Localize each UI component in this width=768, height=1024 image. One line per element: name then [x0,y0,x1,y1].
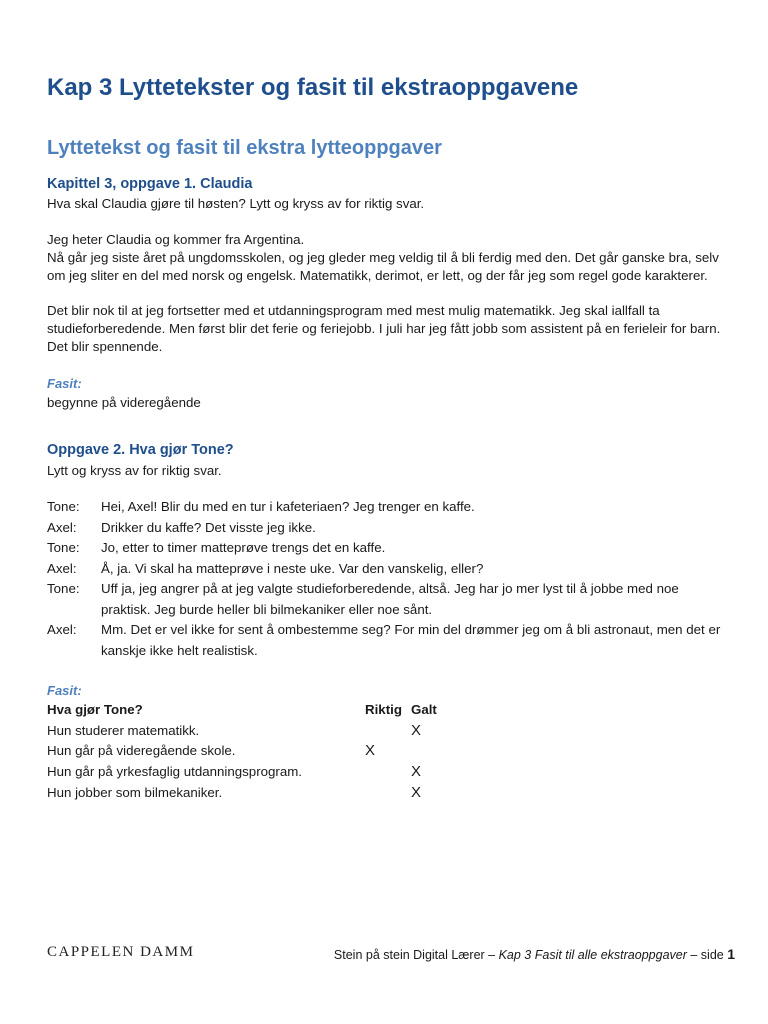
table-statement: Hun studerer matematikk. [47,722,200,738]
table-header-riktig: Riktig [365,701,402,717]
task1-fasit-answer: begynne på videregående [47,395,201,410]
answer-table [47,699,467,803]
dialog-line [47,497,737,518]
dialog-speech: Hei, Axel! Blir du med en tur i kafeteriaen? Jeg trenger en kaffe. [101,499,475,514]
dialog-line [47,518,737,539]
table-row [47,782,467,803]
dialog-line [47,579,737,620]
dialog-speech: Drikker du kaffe? Det visste jeg ikke. [101,519,316,535]
dialog-line [47,620,737,661]
task1-text-paragraph: Nå går jeg siste året på ungdomsskolen, og jeg gleder meg veldig til å bli ferdig med den. Det går ganske bra, selv om jeg sliter en del med norsk og engelsk. Matematikk, derimot, er lett, og der får jeg som regel gode karakterer. [47,250,719,283]
dialog-speech: Jo, etter to timer matteprøve trengs det en kaffe. [101,540,386,555]
footer-text [334,946,735,962]
dialog-speech: Uff ja, jeg angrer på at jeg valgte studieforberedende, altså. Jeg har jo mer lyst til å jobbe med noe praktisk. Jeg burde heller bli bilmekaniker eller noe sånt. [101,581,679,617]
dialog-speech: Mm. Det er vel ikke for sent å ombestemme seg? For min del drømmer jeg om å bli astronaut, men det er kanskje ikke helt realistisk. [101,622,721,658]
task1-heading: Kapittel 3, oppgave 1. Claudia [47,176,253,192]
table-galt-mark: X [411,721,422,739]
table-riktig-mark: X [365,742,376,760]
dialog-line [47,538,737,559]
page-number: 1 [727,946,735,962]
table-header-galt: Galt [411,701,437,717]
task2-instruction: Lytt og kryss av for riktig svar. [47,463,222,478]
publisher-logo: CAPPELEN DAMM [47,944,195,960]
dialog-speaker: Tone: [47,581,80,596]
footer-suffix: – side [686,948,728,962]
table-header-question: Hva gjør Tone? [47,701,143,717]
task2-heading: Oppgave 2. Hva gjør Tone? [47,442,234,458]
task2-fasit-label: Fasit: [47,683,82,698]
task1-instruction: Hva skal Claudia gjøre til høsten? Lytt og kryss av for riktig svar. [47,196,425,211]
page-title: Kap 3 Lyttetekster og fasit til ekstraoppgavene [47,74,579,101]
table-galt-mark: X [411,763,422,781]
table-row [47,720,467,741]
page-footer [47,944,735,964]
dialog-speaker: Axel: [47,519,77,535]
dialog-speaker: Axel: [47,622,77,637]
dialog-speaker: Axel: [47,560,77,576]
dialog-line [47,559,737,580]
task1-text-paragraph: Jeg heter Claudia og kommer fra Argentina. [47,232,305,247]
task1-fasit-label: Fasit: [47,376,82,391]
dialog [47,497,737,661]
dialog-speaker: Tone: [47,499,80,514]
table-statement: Hun går på videregående skole. [47,743,236,759]
table-row [47,741,467,762]
dialog-speech: Å, ja. Vi skal ha matteprøve i neste uke. Var den vanskelig, eller? [101,560,484,576]
task1-text-paragraph: Det blir nok til at jeg fortsetter med et utdanningsprogram med mest mulig matematikk. Jeg skal iallfall ta studieforberedende. Men først blir det ferie og feriejobb. I juli har jeg fått jobb som assistent på en ferieleir for barn. Det blir spennende. [47,303,721,354]
table-statement: Hun jobber som bilmekaniker. [47,785,223,801]
table-row [47,761,467,782]
table-statement: Hun går på yrkesfaglig utdanningsprogram. [47,764,303,780]
footer-italic: Kap 3 Fasit til alle ekstraoppgaver [498,948,687,962]
footer-prefix: Stein på stein Digital Lærer – [333,948,499,962]
table-galt-mark: X [411,784,422,802]
dialog-speaker: Tone: [47,540,80,555]
page-subtitle: Lyttetekst og fasit til ekstra lytteoppgaver [47,137,442,159]
table-header-row [47,699,467,720]
